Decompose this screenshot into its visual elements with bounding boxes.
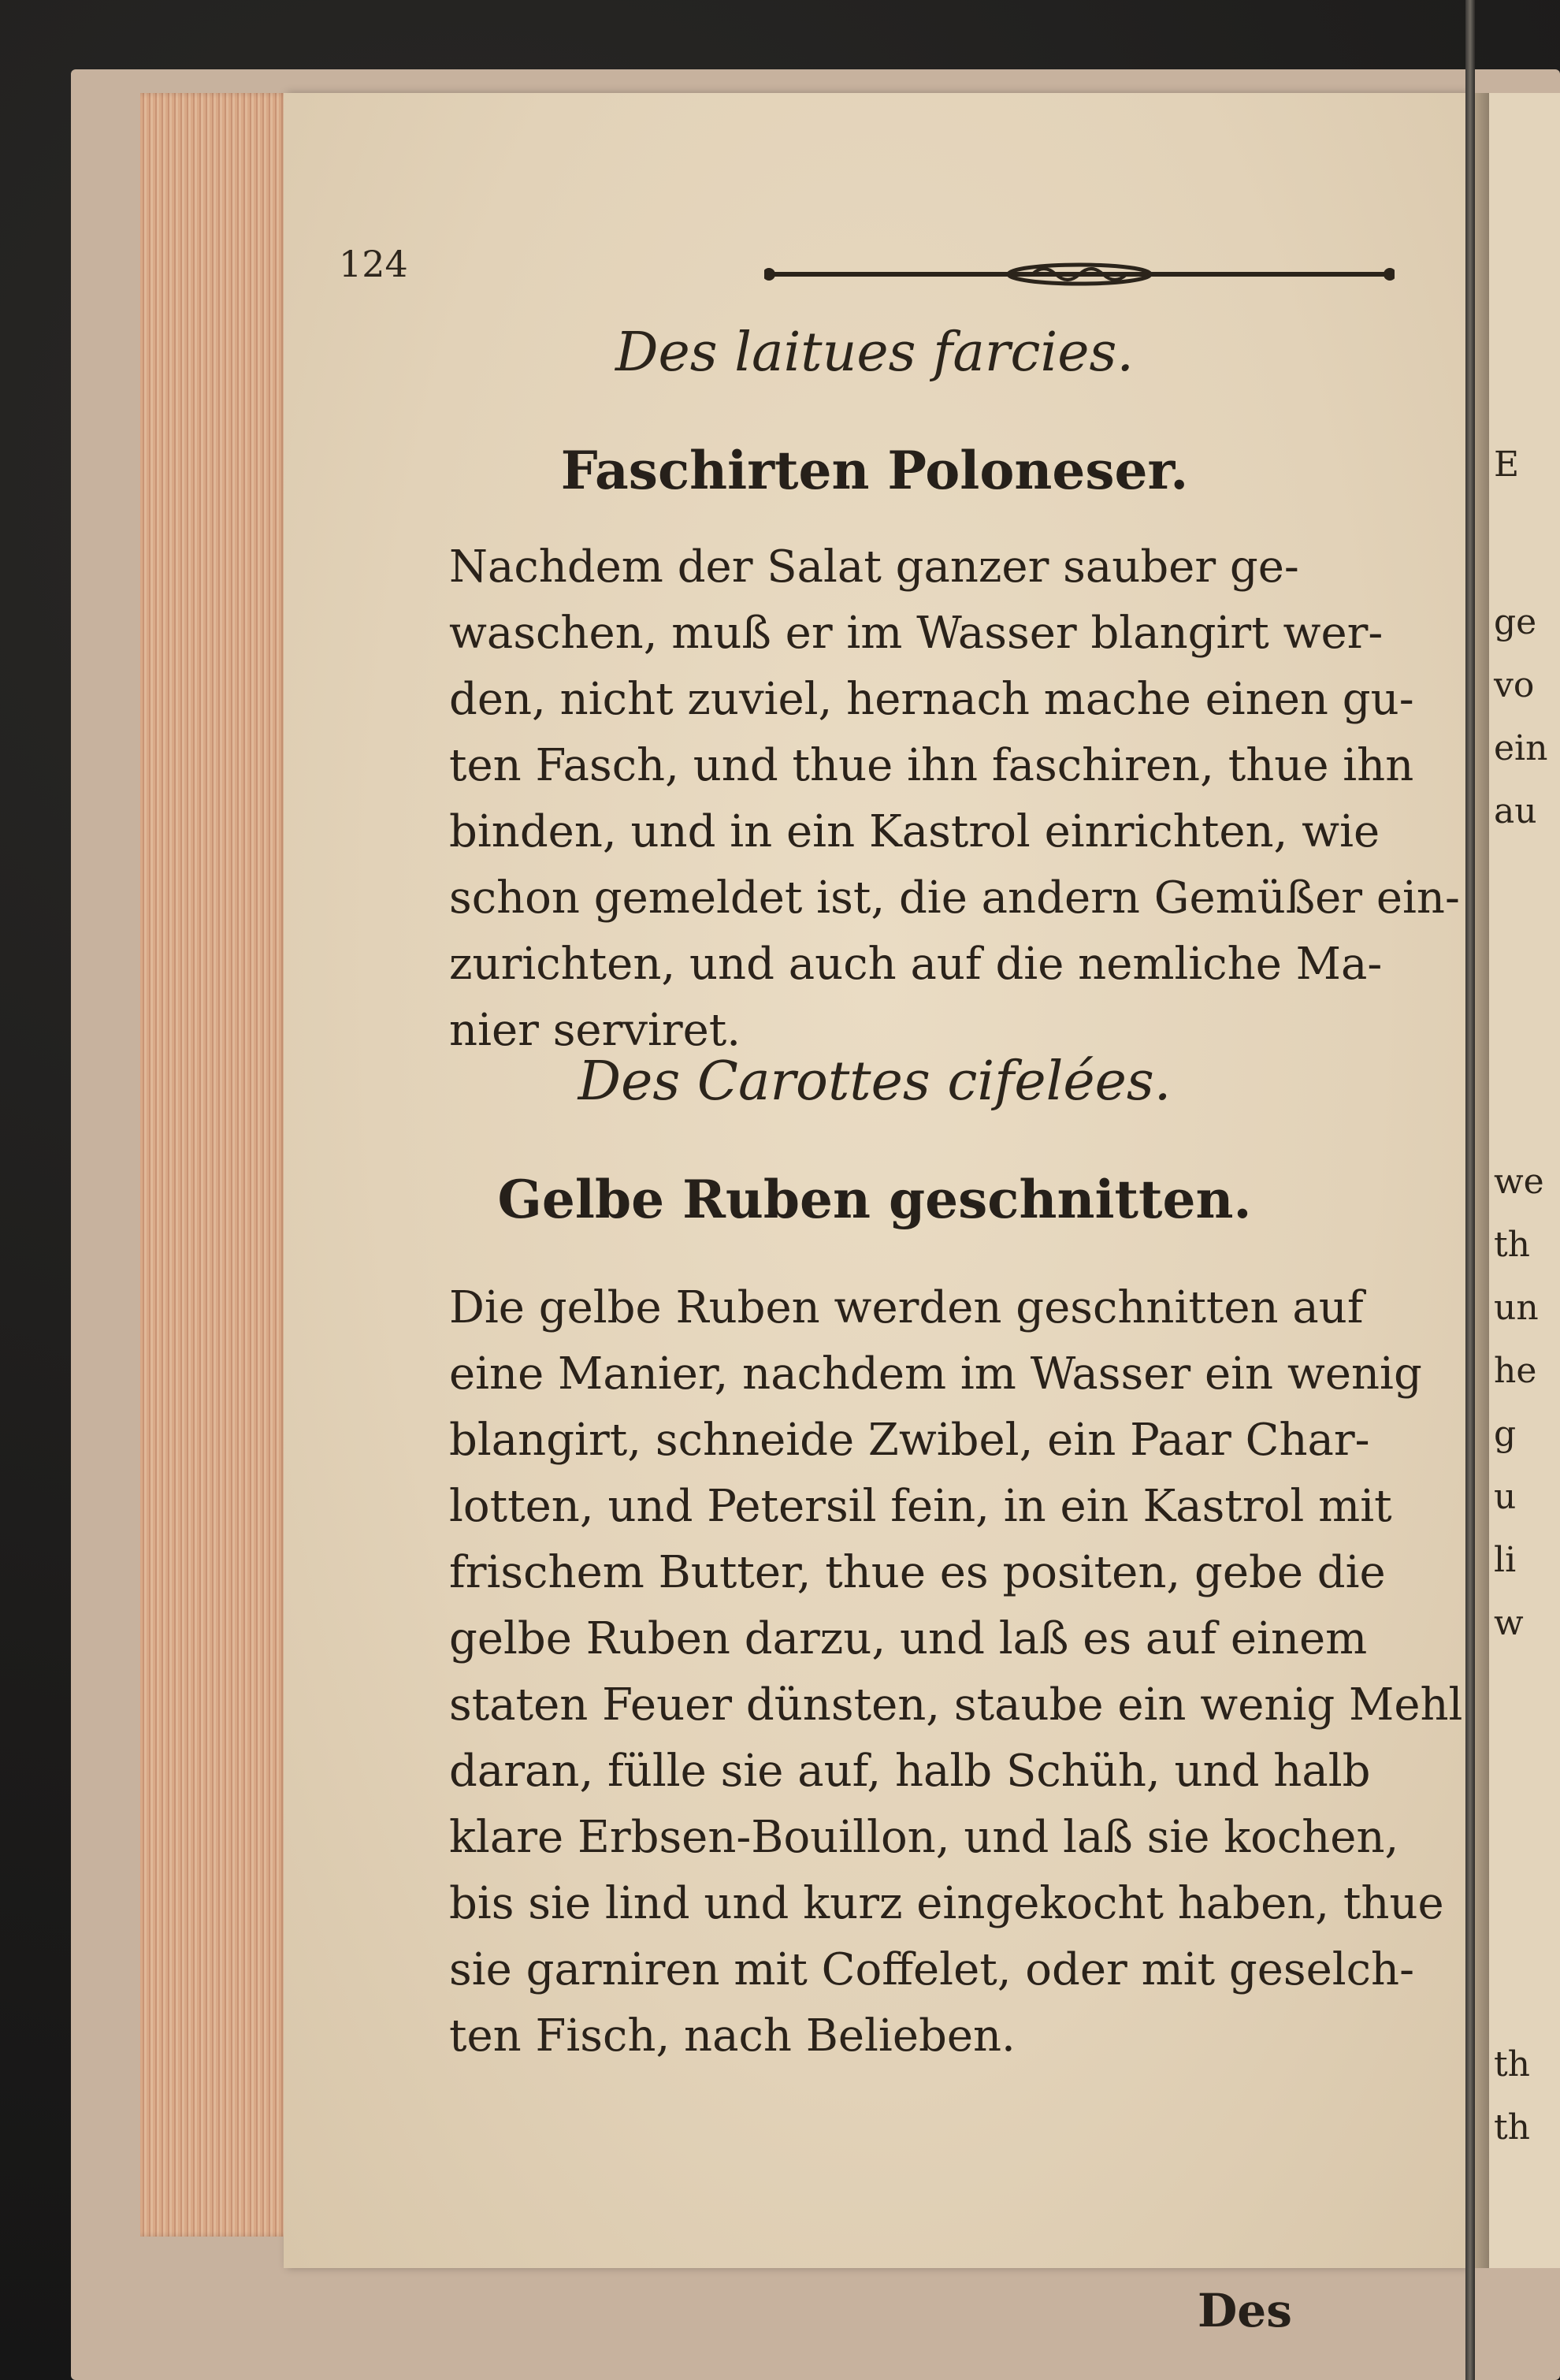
text-line: waschen, muß er im Wasser blangirt wer- (449, 608, 1384, 659)
next-page-text: vo (1494, 665, 1535, 705)
next-page-text: ein (1494, 728, 1548, 768)
text-line: ten Fisch, nach Belieben. (449, 2010, 1016, 2062)
next-page-text: w (1494, 1603, 1524, 1643)
recipe2-title-german: Gelbe Ruben geschnitten. (497, 1169, 1252, 1230)
decorative-rule-icon (764, 258, 1395, 290)
next-page-text: au (1494, 791, 1537, 831)
text-line: eine Manier, nachdem im Wasser ein wenig (449, 1348, 1422, 1400)
page-number: 124 (339, 243, 408, 285)
text-line: schon gemeldet ist, die andern Gemüßer ein- (449, 872, 1460, 924)
next-page-text: g (1494, 1414, 1517, 1454)
next-page-text: th (1494, 2044, 1531, 2084)
text-line: Die gelbe Ruben werden geschnitten auf (449, 1282, 1364, 1333)
text-line: klare Erbsen-Bouillon, und laß sie kochen, (449, 1812, 1399, 1863)
text-line: staten Feuer dünsten, staube ein wenig Mehl (449, 1679, 1463, 1731)
recipe2-title-french: Des Carottes cifelées. (578, 1051, 1172, 1113)
text-line: frischem Butter, thue es positen, gebe die (449, 1547, 1386, 1598)
text-line: sie garniren mit Coffelet, oder mit geselch- (449, 1944, 1415, 1995)
recipe1-title-german: Faschirten Poloneser. (560, 440, 1189, 501)
next-page-text: E (1494, 444, 1520, 485)
next-page-text: he (1494, 1351, 1537, 1391)
next-page-text: li (1494, 1540, 1517, 1580)
page-edges (140, 93, 298, 2237)
text-line: Nachdem der Salat ganzer sauber ge- (449, 541, 1299, 593)
next-page-text: th (1494, 1225, 1531, 1265)
text-line: gelbe Ruben darzu, und laß es auf einem (449, 1613, 1368, 1664)
text-line: den, nicht zuviel, hernach mache einen gu- (449, 674, 1414, 725)
text-line: nier serviret. (449, 1005, 741, 1056)
binding-strip (1465, 0, 1475, 2380)
next-page-text: th (1494, 2107, 1531, 2148)
text-line: binden, und in ein Kastrol einrichten, wie (449, 806, 1380, 857)
text-line: lotten, und Petersil fein, in ein Kastrol mit (449, 1481, 1392, 1532)
text-line: zurichten, und auch auf die nemliche Ma- (449, 939, 1383, 990)
next-page-text: u (1494, 1477, 1517, 1517)
next-page-text: un (1494, 1288, 1539, 1328)
next-page-fragment (1489, 93, 1560, 2268)
book-page (284, 93, 1465, 2337)
catchword: Des (1198, 2284, 1292, 2337)
text-line: ten Fasch, und thue ihn faschiren, thue ihn (449, 740, 1414, 791)
recipe1-paragraph (449, 534, 1560, 1064)
text-line: daran, fülle sie auf, halb Schüh, und halb (449, 1746, 1371, 1797)
next-page-text: ge (1494, 602, 1537, 642)
text-line: bis sie lind und kurz eingekocht haben, thue (449, 1878, 1444, 1929)
recipe2-paragraph (449, 1275, 1560, 2069)
text-line: blangirt, schneide Zwibel, ein Paar Char- (449, 1415, 1370, 1466)
next-page-text: we (1494, 1162, 1544, 1202)
recipe1-title-french: Des laitues farcies. (615, 322, 1134, 384)
